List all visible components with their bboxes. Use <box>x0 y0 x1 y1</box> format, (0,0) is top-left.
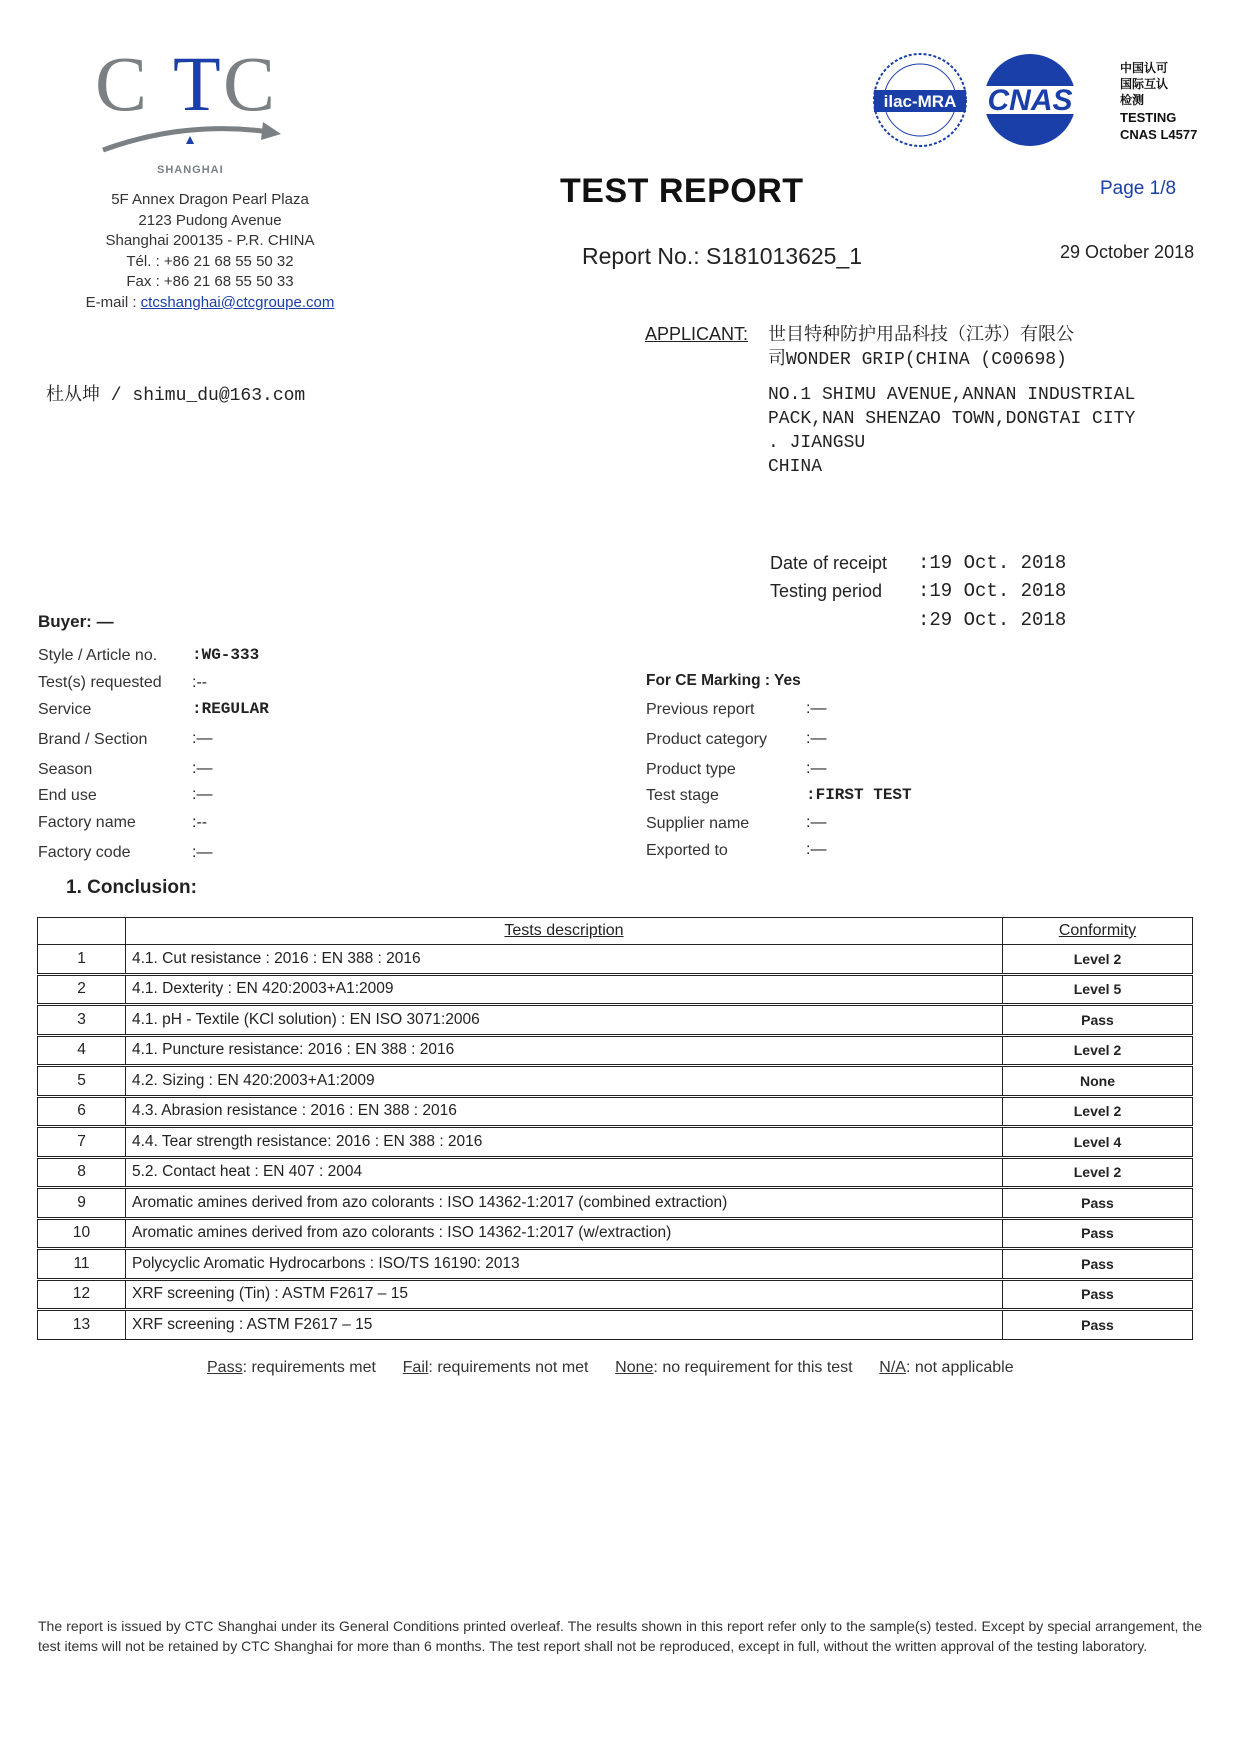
cnas-logo <box>978 54 1082 146</box>
page-number: Page 1/8 <box>1100 178 1177 199</box>
field-value: :— <box>806 730 827 747</box>
testing-period-from: :19 Oct. 2018 <box>918 580 1067 602</box>
row-conformity: Level 2 <box>1003 1157 1193 1188</box>
ctc-logo-city: SHANGHAI <box>157 164 224 176</box>
row-description: 4.1. Dexterity : EN 420:2003+A1:2009 <box>126 974 1003 1005</box>
legend-none-text: : no requirement for this test <box>653 1359 853 1376</box>
row-description: 5.2. Contact heat : EN 407 : 2004 <box>126 1157 1003 1188</box>
applicant-address-line: NO.1 SHIMU AVENUE,ANNAN INDUSTRIAL <box>768 385 1136 405</box>
applicant-label: APPLICANT: <box>645 324 749 344</box>
row-conformity: Level 5 <box>1003 974 1193 1005</box>
header-number <box>38 918 126 945</box>
row-number: 5 <box>38 1066 126 1097</box>
field-label: Factory name <box>38 814 136 831</box>
row-description: 4.3. Abrasion resistance : 2016 : EN 388 : 2016 <box>126 1096 1003 1127</box>
row-conformity: Pass <box>1003 1249 1193 1280</box>
applicant-address <box>768 383 1135 479</box>
row-conformity: Pass <box>1003 1005 1193 1036</box>
table-row <box>38 1035 1193 1066</box>
field-label: Test(s) requested <box>38 674 162 691</box>
row-description: 4.2. Sizing : EN 420:2003+A1:2009 <box>126 1066 1003 1097</box>
legend-fail-text: : requirements not met <box>428 1359 589 1376</box>
buyer: Buyer: — <box>38 612 114 631</box>
field-label: Previous report <box>646 701 755 718</box>
ce-marking: For CE Marking : Yes <box>646 672 801 689</box>
legend-na-text: : not applicable <box>905 1359 1014 1376</box>
table-row <box>38 1310 1193 1340</box>
row-description: XRF screening (Tin) : ASTM F2617 – 15 <box>126 1279 1003 1310</box>
field-label: Test stage <box>646 787 719 804</box>
applicant-name <box>768 324 1074 372</box>
field-label: Product type <box>646 761 736 778</box>
field-value: :— <box>806 814 827 831</box>
cnas-cn-line: 国际互认 <box>1120 77 1169 91</box>
legend-fail-term: Fail <box>402 1359 429 1376</box>
field-label: Style / Article no. <box>38 647 158 664</box>
row-conformity: Pass <box>1003 1218 1193 1249</box>
field-value: :-- <box>192 814 208 831</box>
table-row <box>38 1218 1193 1249</box>
table-row <box>38 1096 1193 1127</box>
ctc-logo-letter-c1: C <box>95 40 154 127</box>
field-value: :REGULAR <box>192 700 269 718</box>
applicant-name-line: 司WONDER GRIP(CHINA (C00698) <box>768 350 1067 370</box>
table-row <box>38 945 1193 975</box>
row-conformity: Pass <box>1003 1279 1193 1310</box>
email-label: E-mail : <box>85 293 141 311</box>
field-value: :— <box>192 844 213 861</box>
testing-period-label: Testing period <box>770 581 883 601</box>
field-value: :— <box>192 730 213 747</box>
conclusion-heading: 1. Conclusion: <box>66 877 197 898</box>
legend-pass-text: : requirements met <box>242 1359 376 1376</box>
applicant-address-line: CHINA <box>768 457 823 477</box>
receipt-label: Date of receipt <box>770 553 888 573</box>
email-link[interactable]: ctcshanghai@ctcgroupe.com <box>140 293 335 311</box>
header-description: Tests description <box>126 918 1003 945</box>
table-body <box>38 945 1193 1340</box>
row-number: 9 <box>38 1188 126 1219</box>
field-value: :— <box>806 700 827 717</box>
phone-line: Tél. : +86 21 68 55 50 32 <box>126 252 294 270</box>
field-value: :WG-333 <box>192 646 260 664</box>
field-value: :-- <box>192 674 208 691</box>
field-label: Service <box>38 701 92 718</box>
row-number: 1 <box>38 945 126 975</box>
row-description: XRF screening : ASTM F2617 – 15 <box>126 1310 1003 1340</box>
table-row <box>38 1279 1193 1310</box>
cnas-code: CNAS L4577 <box>1120 127 1198 142</box>
field-value: :— <box>192 786 213 803</box>
row-description: Polycyclic Aromatic Hydrocarbons : ISO/TS 16190: 2013 <box>126 1249 1003 1280</box>
row-number: 10 <box>38 1218 126 1249</box>
testing-period-to: :29 Oct. 2018 <box>918 609 1067 631</box>
row-description: Aromatic amines derived from azo colorants : ISO 14362-1:2017 (combined extraction) <box>126 1188 1003 1219</box>
row-conformity: Level 2 <box>1003 1096 1193 1127</box>
ctc-logo <box>95 40 315 180</box>
fax-line: Fax : +86 21 68 55 50 33 <box>126 273 294 290</box>
row-number: 8 <box>38 1157 126 1188</box>
row-description: 4.1. Puncture resistance: 2016 : EN 388 : 2016 <box>126 1035 1003 1066</box>
row-description: 4.1. pH - Textile (KCl solution) : EN ISO 3071:2006 <box>126 1005 1003 1036</box>
table-row <box>38 1249 1193 1280</box>
applicant-name-line: 世目特种防护用品科技（江苏）有限公 <box>768 326 1074 346</box>
cnas-testing: TESTING <box>1120 110 1177 125</box>
legend-pass-term: Pass <box>207 1359 243 1376</box>
field-label: Brand / Section <box>38 731 148 748</box>
address-line: 5F Annex Dragon Pearl Plaza <box>111 191 309 208</box>
row-description: Aromatic amines derived from azo colorants : ISO 14362-1:2017 (w/extraction) <box>126 1218 1003 1249</box>
table-row <box>38 1157 1193 1188</box>
accreditation-logos <box>870 52 1220 152</box>
row-number: 7 <box>38 1127 126 1158</box>
cnas-cn-line: 中国认可 <box>1120 61 1169 75</box>
table-row <box>38 974 1193 1005</box>
email-line <box>60 293 360 314</box>
ilac-mra-logo <box>874 54 966 146</box>
row-number: 13 <box>38 1310 126 1340</box>
footer-disclaimer: The report is issued by CTC Shanghai under its General Conditions printed overleaf. The results shown in this report refer only to the sample(s) tested. Except by special arrangement, the test items will not be retained by CTC Shanghai for more than 6 months. The test report shall not be reproduced, except in full, without the written approval of the testing laboratory. <box>38 1618 1202 1654</box>
applicant-address-line: PACK,NAN SHENZAO TOWN,DONGTAI CITY <box>768 409 1136 429</box>
cnas-text: CNAS <box>987 84 1073 117</box>
field-label: Product category <box>646 731 767 748</box>
row-number: 4 <box>38 1035 126 1066</box>
row-number: 6 <box>38 1096 126 1127</box>
row-description: 4.4. Tear strength resistance: 2016 : EN 388 : 2016 <box>126 1127 1003 1158</box>
table-header-row <box>38 918 1193 945</box>
contact-person: 杜从坤 / shimu_du@163.com <box>46 386 306 406</box>
field-label: Season <box>38 761 93 778</box>
receipt-value: :19 Oct. 2018 <box>918 552 1067 574</box>
ctc-logo-letter-c2: C <box>223 40 276 127</box>
row-conformity: Level 2 <box>1003 1035 1193 1066</box>
legend-none-term: None <box>615 1359 654 1376</box>
report-date: 29 October 2018 <box>1060 242 1195 262</box>
row-description: 4.1. Cut resistance : 2016 : EN 388 : 2016 <box>126 945 1003 975</box>
row-conformity: Level 4 <box>1003 1127 1193 1158</box>
field-label: Supplier name <box>646 815 750 832</box>
table-row <box>38 1127 1193 1158</box>
field-label: End use <box>38 787 97 804</box>
ilac-mra-text: ilac-MRA <box>883 92 957 111</box>
field-value: :— <box>806 841 827 858</box>
field-value: :FIRST TEST <box>806 786 912 804</box>
row-conformity: Level 2 <box>1003 945 1193 975</box>
legend-na-term: N/A <box>879 1359 906 1376</box>
applicant-address-line: . JIANGSU <box>768 433 866 453</box>
legend <box>207 1359 1014 1377</box>
row-number: 12 <box>38 1279 126 1310</box>
applicant-label-text: APPLICANT <box>645 324 744 344</box>
row-number: 11 <box>38 1249 126 1280</box>
field-value: :— <box>192 760 213 777</box>
row-conformity: Pass <box>1003 1310 1193 1340</box>
results-table <box>37 917 1193 1340</box>
row-conformity: Pass <box>1003 1188 1193 1219</box>
table-row <box>38 1005 1193 1036</box>
row-number: 2 <box>38 974 126 1005</box>
company-address <box>60 190 360 313</box>
address-line: Shanghai 200135 - P.R. CHINA <box>105 232 315 249</box>
report-number: Report No.: S181013625_1 <box>582 243 863 269</box>
table-row <box>38 1188 1193 1219</box>
row-number: 3 <box>38 1005 126 1036</box>
field-value: :— <box>806 760 827 777</box>
address-line: 2123 Pudong Avenue <box>138 211 282 229</box>
table-row <box>38 1066 1193 1097</box>
cnas-cn-line: 检测 <box>1120 93 1145 107</box>
ctc-logo-letter-t: T <box>173 40 221 127</box>
field-label: Factory code <box>38 844 131 861</box>
field-label: Exported to <box>646 842 728 859</box>
report-title: TEST REPORT <box>560 172 804 210</box>
row-conformity: None <box>1003 1066 1193 1097</box>
header-conformity: Conformity <box>1003 918 1193 945</box>
